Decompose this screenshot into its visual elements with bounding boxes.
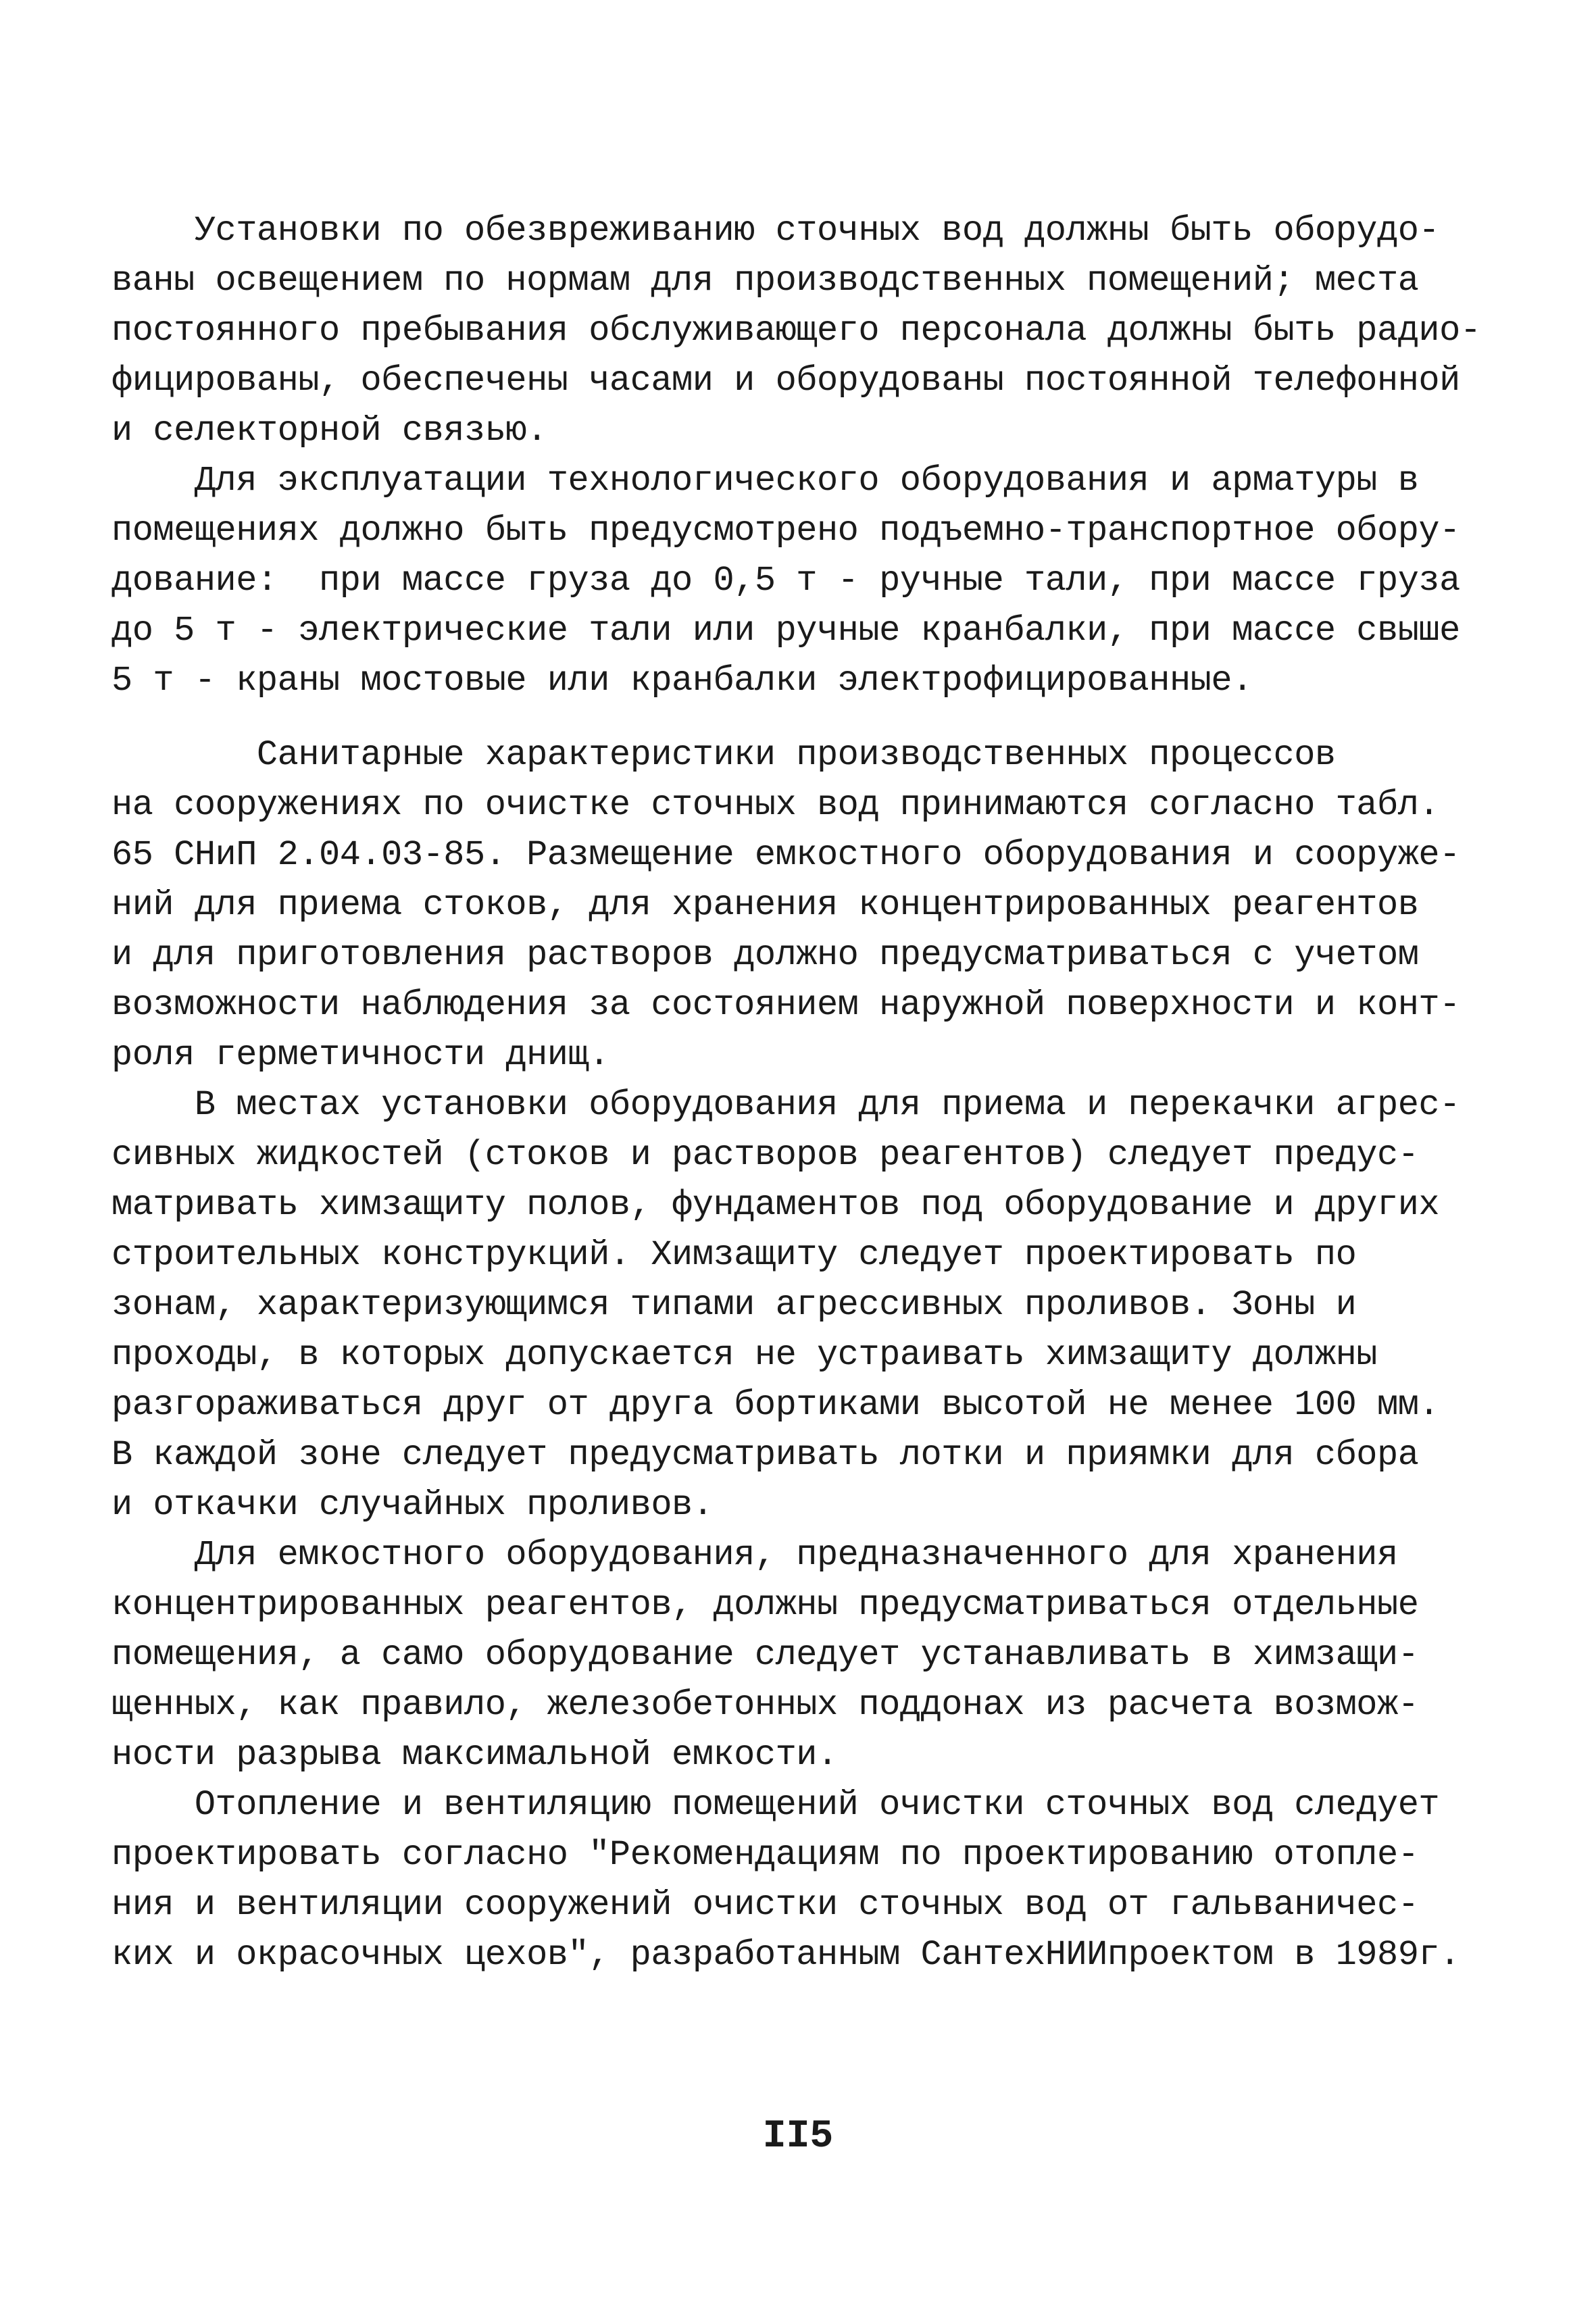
page-number: II5	[762, 2115, 834, 2159]
text-line: ния и вентиляции сооружений очистки сточных вод от гальваничес-	[111, 1885, 1419, 1925]
text-line: фицированы, обеспечены часами и оборудованы постоянной телефонной	[111, 361, 1460, 401]
text-line: сивных жидкостей (стоков и растворов реагентов) следует предус-	[111, 1135, 1419, 1175]
text-line: ности разрыва максимальной емкости.	[111, 1735, 838, 1775]
text-line: ний для приема стоков, для хранения концентрированных реагентов	[111, 885, 1419, 925]
text-line: роля герметичности днищ.	[111, 1035, 609, 1075]
text-line: матривать химзащиту полов, фундаментов под оборудование и других	[111, 1185, 1440, 1225]
text-line: дование: при массе груза до 0,5 т - ручные тали, при массе груза	[111, 561, 1460, 601]
text-line: Санитарные характеристики производственных процессов	[111, 735, 1336, 775]
text-line: проходы, в которых допускается не устраивать химзащиту должны	[111, 1335, 1378, 1375]
text-line: В каждой зоне следует предусматривать лотки и приямки для сбора	[111, 1435, 1419, 1475]
text-line: помещения, а само оборудование следует устанавливать в химзащи-	[111, 1635, 1419, 1675]
text-line: Отопление и вентиляцию помещений очистки сточных вод следует	[111, 1785, 1440, 1825]
paragraph-chemical-protection	[111, 1080, 1483, 1530]
text-line: до 5 т - электрические тали или ручные кранбалки, при массе свыше	[111, 611, 1460, 651]
text-line: постоянного пребывания обслуживающего персонала должны быть радио-	[111, 311, 1481, 351]
text-line: помещениях должно быть предусмотрено подъемно-транспортное обору-	[111, 511, 1460, 551]
text-line: 65 СНиП 2.04.03-85. Размещение емкостного оборудования и сооруже-	[111, 835, 1460, 875]
text-line: строительных конструкций. Химзащиту следует проектировать по	[111, 1235, 1357, 1275]
document-page	[111, 206, 1483, 1980]
text-line: ких и окрасочных цехов", разработанным СантехНИИпроектом в 1989г.	[111, 1935, 1460, 1975]
paragraph-heating-ventilation	[111, 1780, 1483, 1980]
text-line: на сооружениях по очистке сточных вод принимаются согласно табл.	[111, 785, 1440, 825]
text-line: и селекторной связью.	[111, 411, 547, 451]
text-line: и откачки случайных проливов.	[111, 1485, 714, 1525]
text-line: Установки по обезвреживанию сточных вод должны быть оборудо-	[111, 211, 1440, 251]
text-line: разгораживаться друг от друга бортиками высотой не менее 100 мм.	[111, 1385, 1440, 1425]
text-line: 5 т - краны мостовые или кранбалки электрофицированные.	[111, 661, 1253, 701]
paragraph-lifting-equipment	[111, 456, 1483, 706]
text-line: щенных, как правило, железобетонных поддонах из расчета возмож-	[111, 1685, 1419, 1725]
paragraph-sanitary	[111, 730, 1483, 1080]
text-line: концентрированных реагентов, должны предусматриваться отдельные	[111, 1585, 1419, 1625]
text-line: ваны освещением по нормам для производственных помещений; места	[111, 261, 1419, 301]
paragraph-gap	[111, 706, 1483, 730]
text-line: и для приготовления растворов должно предусматриваться с учетом	[111, 935, 1419, 975]
paragraph-tank-equipment	[111, 1530, 1483, 1780]
text-line: Для эксплуатации технологического оборудования и арматуры в	[111, 461, 1419, 501]
text-line: зонам, характеризующимся типами агрессивных проливов. Зоны и	[111, 1285, 1357, 1325]
text-line: возможности наблюдения за состоянием наружной поверхности и конт-	[111, 985, 1460, 1025]
text-line: Для емкостного оборудования, предназначенного для хранения	[111, 1535, 1398, 1575]
text-line: В местах установки оборудования для приема и перекачки агрес-	[111, 1085, 1460, 1125]
text-line: проектировать согласно "Рекомендациям по проектированию отопле-	[111, 1835, 1419, 1875]
paragraph-lighting	[111, 206, 1483, 456]
